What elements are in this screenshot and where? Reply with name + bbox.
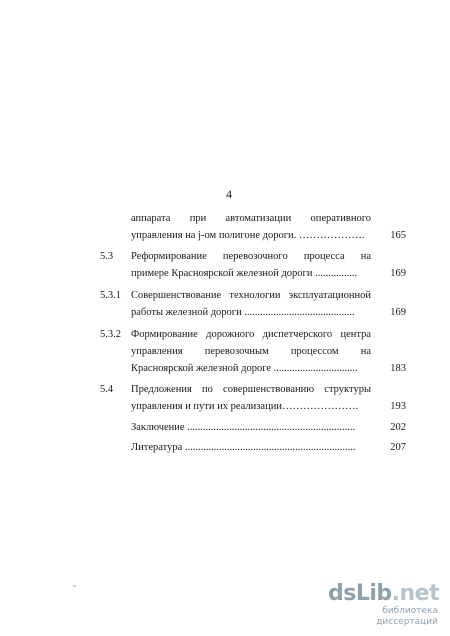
toc-entry-page: 169 xyxy=(390,307,406,318)
toc-entry-title xyxy=(131,287,371,321)
scan-speck xyxy=(73,585,76,587)
toc-entry-number: 5.3.1 xyxy=(100,290,121,301)
toc-entry-line: Красноярской железной дороге ................................ xyxy=(131,363,358,374)
toc-entry-title xyxy=(131,326,371,377)
toc-entry-title xyxy=(131,381,371,415)
toc-entry-title xyxy=(131,248,371,282)
toc-entry-page: 193 xyxy=(390,401,406,412)
page-number: 4 xyxy=(226,187,232,201)
toc-entry-page: 169 xyxy=(390,268,406,279)
toc-entry-line: Совершенствование технологии эксплуатационной xyxy=(131,290,371,301)
toc-entry-number: 5.3.2 xyxy=(100,329,121,340)
toc-entry-line: управления на j-ом полигоне дороги. ………………. xyxy=(131,230,365,241)
toc-entry-page: 202 xyxy=(390,422,406,433)
toc-entry-line: примере Красноярской железной дороги ................ xyxy=(131,268,358,279)
toc-entry-line: управления и пути их реализации…………………. xyxy=(131,401,359,412)
toc-entry-line: аппарата при автоматизации оперативного xyxy=(131,213,371,224)
toc-entry-line: Предложения по совершенствованию структуры xyxy=(131,384,371,395)
toc-entry-line: Формирование дорожного диспетчерского центра xyxy=(131,329,371,340)
toc-entry-page: 183 xyxy=(390,363,406,374)
toc-entry-line: Реформирование перевозочного процесса на xyxy=(131,251,371,262)
watermark-logo[interactable] xyxy=(328,582,438,606)
watermark-logo-name: dsLib xyxy=(328,581,392,606)
toc-entry-page: 165 xyxy=(390,230,406,241)
toc-entry-page: 207 xyxy=(390,442,406,453)
toc-entry-number: 5.3 xyxy=(100,251,114,262)
toc-entry-title xyxy=(131,419,371,436)
toc-entry-line: работы железной дороги .......................................... xyxy=(131,307,355,318)
toc-entry-title xyxy=(131,210,371,244)
watermark[interactable] xyxy=(328,582,438,628)
watermark-subtitle: библиотека диссертаций xyxy=(376,606,438,627)
toc-entry-line: Литература ................................................................. xyxy=(131,442,356,453)
watermark-logo-domain: .net xyxy=(391,581,440,606)
toc-entry-line: управления перевозочным процессом на xyxy=(131,346,371,357)
toc-entry-number: 5.4 xyxy=(100,384,114,395)
toc-entry-line: Заключение ................................................................ xyxy=(131,422,356,433)
toc-entry-title xyxy=(131,439,371,456)
